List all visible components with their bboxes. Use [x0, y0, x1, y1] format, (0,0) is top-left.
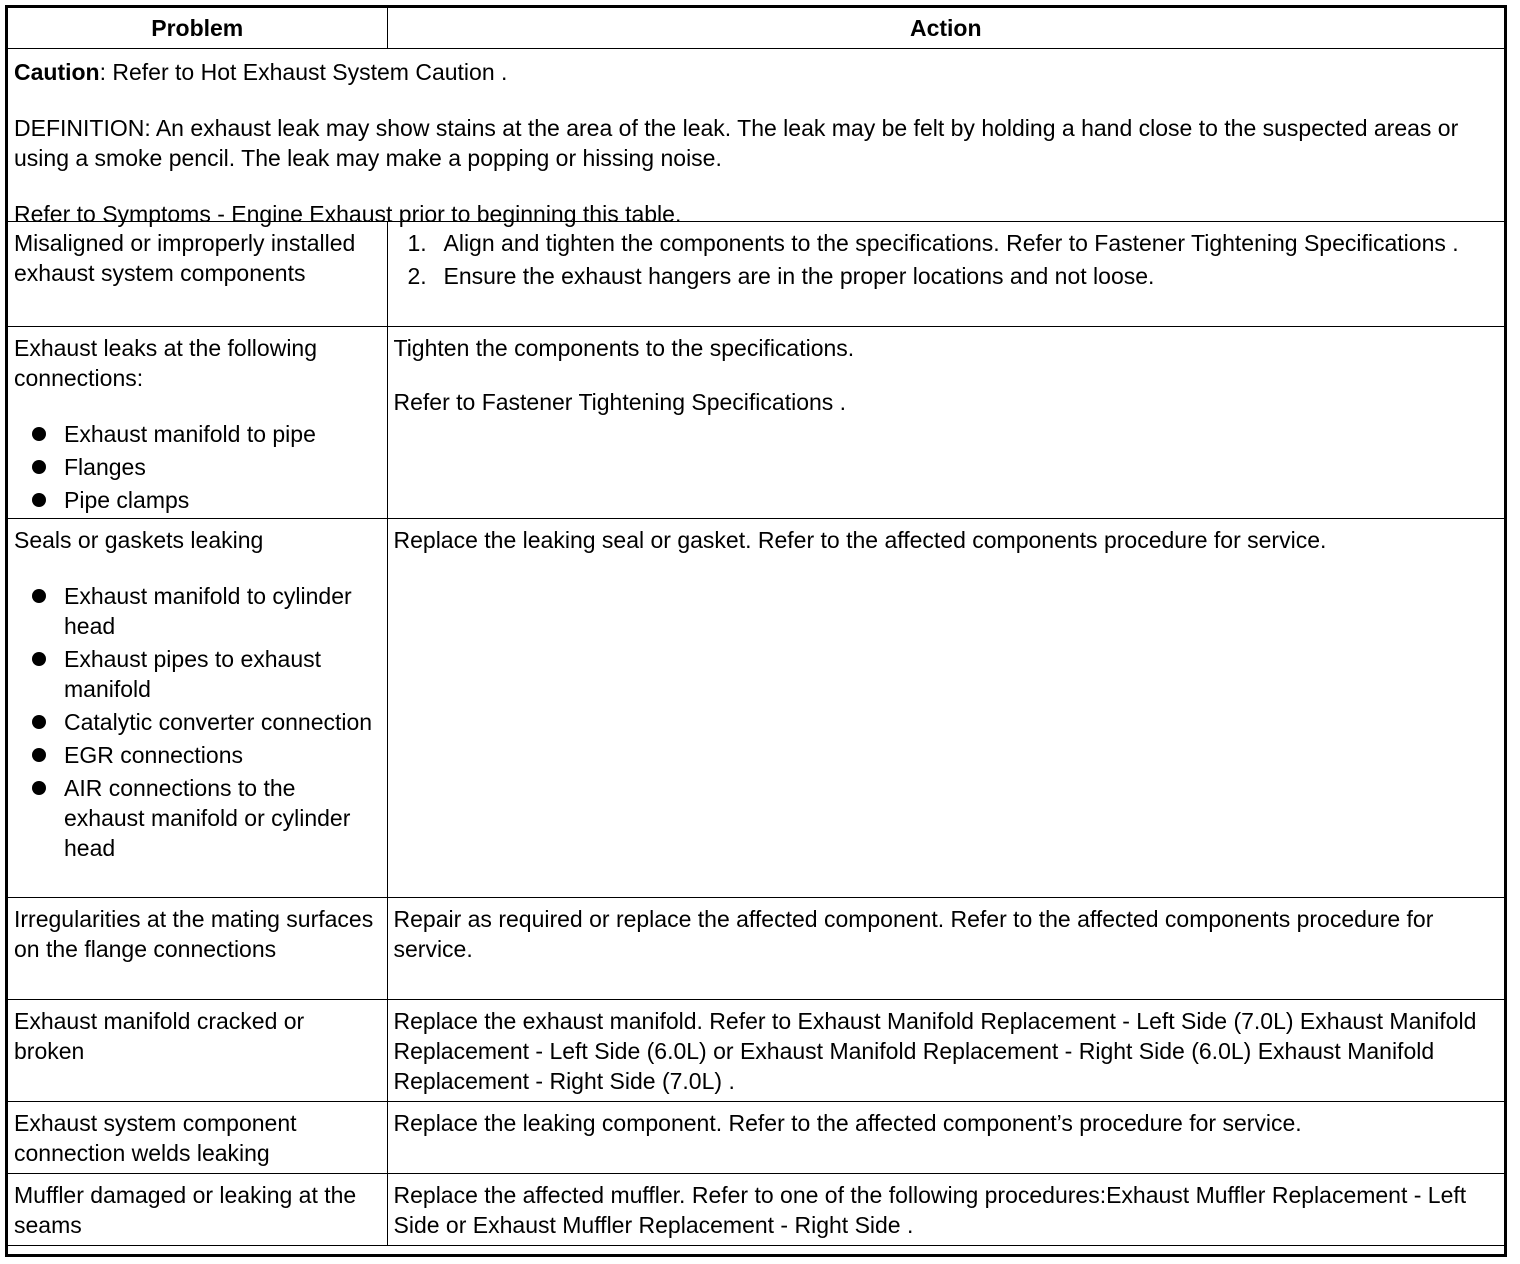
problem-cell	[8, 222, 387, 327]
bullet-item: Exhaust pipes to exhaust manifold	[14, 644, 381, 704]
action-cell	[387, 1174, 1504, 1246]
table-header-row	[8, 8, 1504, 49]
problem-bullets	[14, 581, 381, 863]
bullet-item: EGR connections	[14, 740, 381, 770]
action-text: Replace the leaking component. Refer to the affected component’s procedure for service.	[393, 1110, 1302, 1136]
table-row	[8, 898, 1504, 1000]
action-cell	[387, 222, 1504, 327]
table-row	[8, 1000, 1504, 1102]
caution-text: : Refer to Hot Exhaust System Caution .	[99, 59, 508, 85]
bullet-item: Exhaust manifold to pipe	[14, 419, 381, 449]
action-step: 1. Align and tighten the components to the specifications. Refer to Fastener Tightening Specifications .	[407, 230, 1459, 256]
problem-text: Muffler damaged or leaking at the seams	[14, 1182, 357, 1238]
table-row	[8, 327, 1504, 519]
action-text: Replace the affected muffler. Refer to one of the following procedures:Exhaust Muffler Replacement - Left Side or Exhaust Muffler Replacement - Right Side .	[393, 1182, 1467, 1238]
action-steps	[394, 228, 1499, 291]
problem-text: Exhaust leaks at the following connections:	[14, 335, 318, 391]
header-problem: Problem	[8, 8, 387, 49]
bullet-item: Exhaust manifold to cylinder head	[14, 581, 381, 641]
action-step: 2. Ensure the exhaust hangers are in the proper locations and not loose.	[407, 263, 1155, 289]
action-cell	[387, 1000, 1504, 1102]
problem-text: Seals or gaskets leaking	[14, 527, 264, 553]
bullet-item: Pipe clamps	[14, 485, 381, 515]
action-cell	[387, 519, 1504, 898]
intro-row	[8, 49, 1504, 222]
action-text: Replace the leaking seal or gasket. Refer to the affected components procedure for service.	[393, 527, 1327, 553]
table-row	[8, 519, 1504, 898]
header-action: Action	[387, 8, 1504, 49]
problem-cell	[8, 1174, 387, 1246]
bullet-item: Catalytic converter connection	[14, 707, 381, 737]
problem-cell	[8, 898, 387, 1000]
problem-cell	[8, 1000, 387, 1102]
problem-text: Misaligned or improperly installed exhaust system components	[14, 230, 356, 286]
table-row	[8, 222, 1504, 327]
definition-text: DEFINITION: An exhaust leak may show stains at the area of the leak. The leak may be felt by holding a hand close to the suspected areas or using a smoke pencil. The leak may make a popping or hissing noise.	[14, 115, 1459, 171]
problem-cell	[8, 519, 387, 898]
problem-text: Irregularities at the mating surfaces on the flange connections	[14, 906, 374, 962]
action-cell	[387, 327, 1504, 519]
caution-label: Caution	[14, 59, 100, 85]
action-text: Tighten the components to the specifications.	[393, 335, 855, 361]
problem-bullets	[14, 419, 381, 515]
diagnostic-table	[8, 8, 1504, 1246]
bullet-item: Flanges	[14, 452, 381, 482]
bullet-item: AIR connections to the exhaust manifold or cylinder head	[14, 773, 381, 863]
action-cell	[387, 898, 1504, 1000]
diagnostic-table-page	[5, 5, 1507, 1257]
problem-cell	[8, 1102, 387, 1174]
table-row	[8, 1174, 1504, 1246]
action-cell	[387, 1102, 1504, 1174]
action-text: Repair as required or replace the affected component. Refer to the affected components procedure for service.	[393, 906, 1434, 962]
problem-text: Exhaust system component connection welds leaking	[14, 1110, 297, 1166]
problem-cell	[8, 327, 387, 519]
refer-text: Refer to Symptoms - Engine Exhaust prior to beginning this table.	[14, 201, 682, 227]
caution-line	[14, 57, 1498, 87]
intro-cell	[8, 49, 1504, 227]
table-row	[8, 1102, 1504, 1174]
action-text-2: Refer to Fastener Tightening Specifications .	[393, 389, 847, 415]
problem-text: Exhaust manifold cracked or broken	[14, 1008, 305, 1064]
action-text: Replace the exhaust manifold. Refer to Exhaust Manifold Replacement - Left Side (7.0L) Exhaust Manifold Replacement - Left Side (6.0L) or Exhaust Manifold Replacement - Right Side (6.0L) Exhaust Manifold Replacement - Right Side (7.0L) .	[393, 1008, 1477, 1094]
